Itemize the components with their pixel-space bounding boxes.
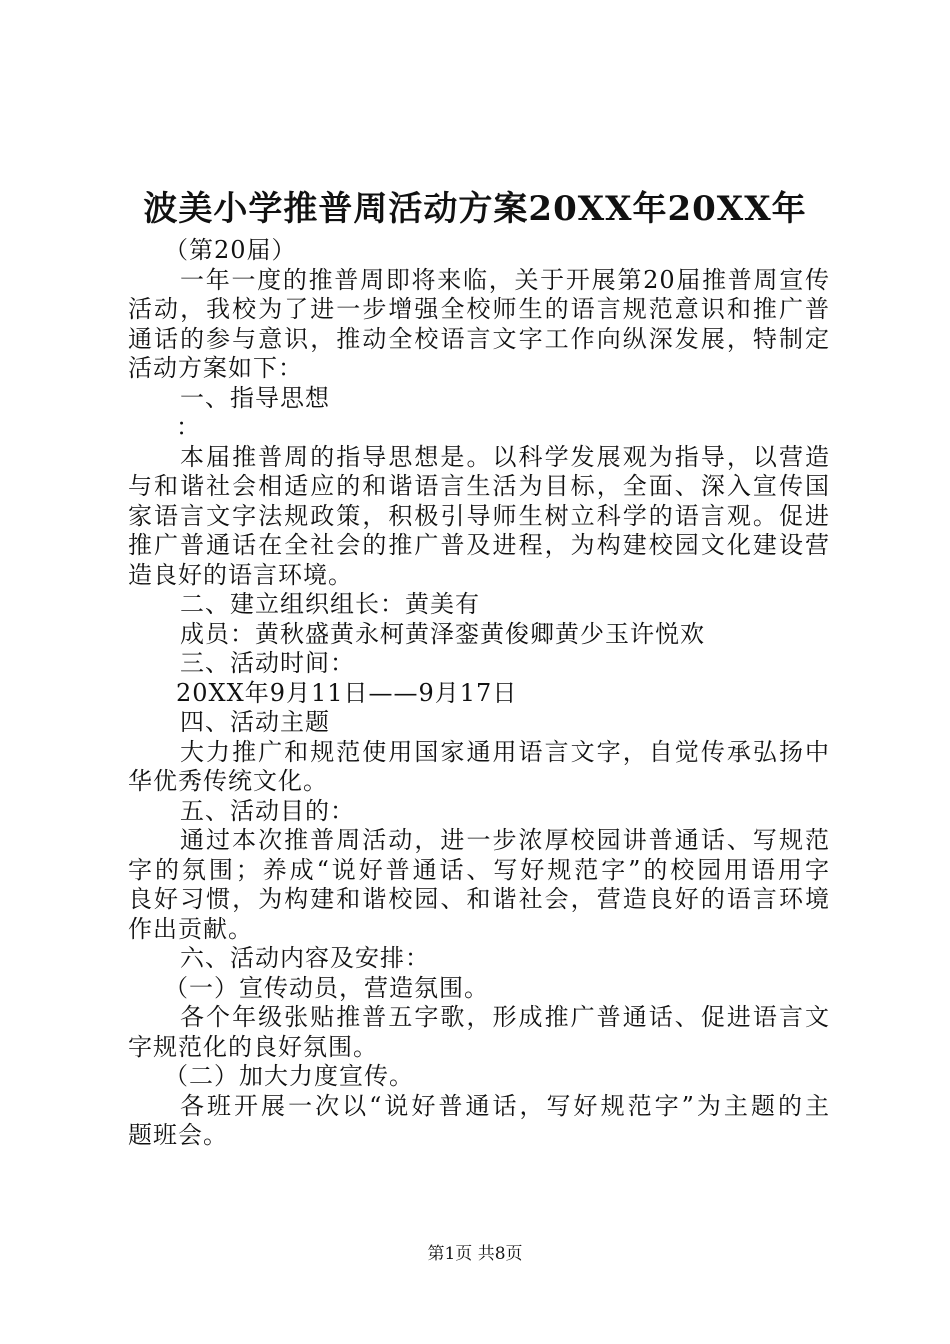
paragraph-line: 大力推广和规范使用国家通用语言文字，自觉传承弘扬中 (180, 737, 830, 766)
paragraph-line: 推广普通话在全社会的推广普及进程，为构建校园文化建设营 (128, 531, 830, 559)
document-title: 波美小学推普周活动方案20XX年20XX年 (143, 189, 807, 229)
document-body (128, 236, 830, 1151)
paragraph-line: 活动，我校为了进一步增强全校师生的语言规范意识和推广普 (128, 295, 830, 323)
paragraph-line: 字的氛围；养成“说好普通话、写好规范字”的校园用语用字 (128, 855, 830, 884)
paragraph-line: 本届推普周的指导思想是。以科学发展观为指导，以营造 (180, 442, 830, 471)
section-heading: 一、指导思想 (180, 383, 330, 412)
paragraph-line: 字规范化的良好氛围。 (128, 1032, 378, 1061)
paragraph-line: 良好习惯，为构建和谐校园、和谐社会，营造良好的语言环境 (128, 885, 830, 913)
subsection-heading: （二）加大力度宣传。 (164, 1062, 414, 1090)
paragraph-line: 与和谐社会相适应的和谐语言生活为目标，全面、深入宣传国 (128, 472, 830, 500)
paragraph-line: 造良好的语言环境。 (128, 560, 353, 589)
paragraph-line: 家语言文字法规政策，积极引导师生树立科学的语言观。促进 (128, 501, 830, 530)
section-heading: 四、活动主题 (180, 708, 330, 736)
paragraph-line: 通过本次推普周活动，进一步浓厚校园讲普通话、写规范 (180, 826, 830, 854)
section-heading: 六、活动内容及安排： (180, 944, 430, 972)
subsection-heading: （一）宣传动员，营造氛围。 (164, 973, 489, 1002)
paragraph-line: 一年一度的推普周即将来临，关于开展第20届推普周宣传 (180, 265, 830, 294)
section-heading: 五、活动目的： (180, 796, 355, 825)
page-number-footer: 第1页 共8页 (427, 1244, 523, 1264)
paragraph-line: 通话的参与意识，推动全校语言文字工作向纵深发展，特制定 (128, 324, 830, 353)
section-heading: 三、活动时间： (180, 649, 355, 677)
paragraph-line: 题班会。 (128, 1121, 228, 1149)
paragraph-line: ： (176, 413, 201, 441)
paragraph-line: 成员：黄秋盛黄永柯黄泽銮黄俊卿黄少玉许悦欢 (180, 619, 705, 648)
section-heading: 二、建立组织组长：黄美有 (180, 590, 480, 618)
paragraph-line: 各个年级张贴推普五字歌，形成推广普通话、促进语言文 (180, 1003, 830, 1031)
paragraph-line: 作出贡献。 (128, 914, 253, 943)
paragraph-line: 活动方案如下： (128, 354, 303, 382)
paragraph-line: 各班开展一次以“说好普通话，写好规范字”为主题的主 (180, 1091, 830, 1120)
paragraph-line: 华优秀传统文化。 (128, 767, 328, 795)
edition-note: （第20届） (164, 236, 297, 264)
paragraph-line: 20XX年9月11日——9月17日 (176, 678, 518, 707)
